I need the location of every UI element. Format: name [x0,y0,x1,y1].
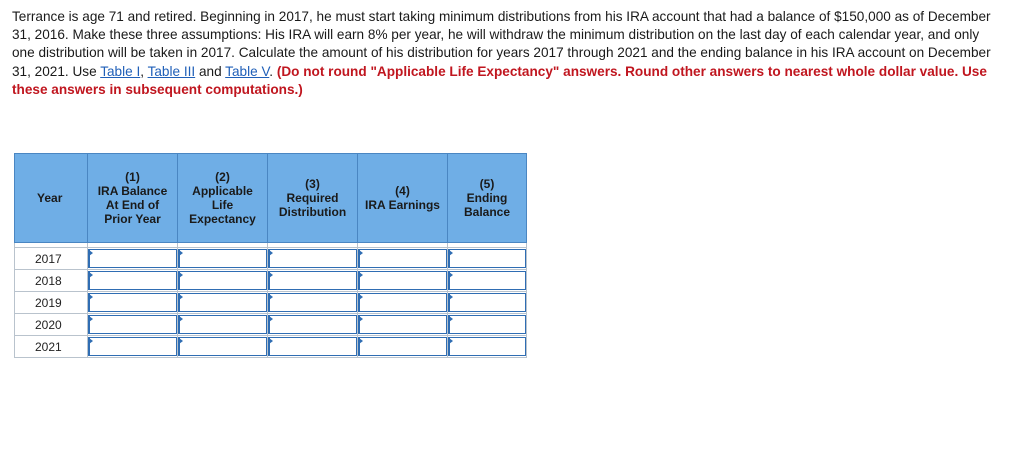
input-marker-icon [269,316,273,322]
input-marker-icon [89,272,93,278]
table-iii-link[interactable]: Table III [147,63,196,79]
table-v-link[interactable]: Table V [225,63,270,79]
answer-cell [88,292,178,314]
answer-cell [268,292,358,314]
row-year: 2017 [15,248,88,270]
input-marker-icon [449,250,453,256]
input-marker-icon [449,338,453,344]
life-expectancy-input[interactable] [178,271,267,290]
input-marker-icon [359,294,363,300]
input-marker-icon [179,338,183,344]
life-expectancy-input[interactable] [178,293,267,312]
input-marker-icon [179,272,183,278]
rounding-instructions: (Do not round "Applicable Life Expectancy" answers. Round other answers to nearest whole dollar value. Use these answers in subsequent computations.) [12,63,987,97]
question-text: Terrance is age 71 and retired. Beginning in 2017, he must start taking minimum distributions from his IRA account that had a balance of $150,000 as of December 31, 2016. Make these three assumptions: His IRA will earn 8% per year, he will withdraw the minimum distribution on the last day of each calendar year, and only one distribution will be taken in 2017. Calculate the amount of his distribution for years 2017 through 2021 and the ending balance in his IRA account on December 31, 2021. Use Table I, Table III and Table V. (Do not round "Applicable Life Expectancy" answers. Round other answers to nearest whole dollar value. Use these answers in subsequent computations.) [12,9,991,97]
ending-balance-input[interactable] [448,271,526,290]
answer-cell [448,336,527,358]
answer-cell [88,314,178,336]
input-marker-icon [449,316,453,322]
header-year: Year [15,154,88,243]
ira-earnings-input[interactable] [358,337,447,356]
ira-distribution-table [14,153,527,358]
answer-cell [88,336,178,358]
answer-cell [178,314,268,336]
required-distribution-input[interactable] [268,337,357,356]
input-marker-icon [359,250,363,256]
life-expectancy-input[interactable] [178,337,267,356]
answer-cell [88,270,178,292]
table-row [15,292,527,314]
header-required-distribution: (3) Required Distribution [268,154,358,243]
ira-earnings-input[interactable] [358,271,447,290]
table-row [15,336,527,358]
answer-cell [178,336,268,358]
required-distribution-input[interactable] [268,249,357,268]
input-marker-icon [359,338,363,344]
answer-cell [358,336,448,358]
ira-earnings-input[interactable] [358,315,447,334]
input-marker-icon [359,272,363,278]
answer-cell [268,270,358,292]
answer-cell [448,292,527,314]
table-row [15,248,527,270]
header-ending-balance: (5) Ending Balance [448,154,527,243]
answer-cell [268,248,358,270]
ira-balance-input[interactable] [88,293,177,312]
answer-cell [358,292,448,314]
answer-cell [178,292,268,314]
ira-earnings-input[interactable] [358,293,447,312]
header-ira-balance: (1) IRA Balance At End of Prior Year [88,154,178,243]
answer-cell [88,248,178,270]
row-year: 2020 [15,314,88,336]
life-expectancy-input[interactable] [178,249,267,268]
header-ira-earnings: (4) IRA Earnings [358,154,448,243]
input-marker-icon [269,338,273,344]
input-marker-icon [269,294,273,300]
input-marker-icon [449,294,453,300]
answer-cell [178,270,268,292]
question-body: Terrance is age 71 and retired. Beginning in 2017, he must start taking minimum distributions from his IRA account that had a balance of $150,000 as of December 31, 2016. Make these three assumptions: His IRA will earn 8% per year, he will withdraw the minimum distribution on the last day of each calendar year, and only one distribution will be taken in 2017. Calculate the amount of his distribution for years 2017 through 2021 and the ending balance in his IRA account on December 31, 2021. Use [12,9,991,79]
input-marker-icon [179,316,183,322]
answer-cell [358,314,448,336]
row-year: 2019 [15,292,88,314]
ira-balance-input[interactable] [88,249,177,268]
table-row [15,314,527,336]
answer-cell [178,248,268,270]
required-distribution-input[interactable] [268,293,357,312]
row-year: 2021 [15,336,88,358]
ending-balance-input[interactable] [448,315,526,334]
input-marker-icon [269,272,273,278]
ending-balance-input[interactable] [448,337,526,356]
answer-cell [358,270,448,292]
ira-balance-input[interactable] [88,271,177,290]
answer-cell [448,314,527,336]
ira-balance-input[interactable] [88,337,177,356]
table-header-row [15,154,527,243]
required-distribution-input[interactable] [268,315,357,334]
input-marker-icon [89,250,93,256]
input-marker-icon [179,250,183,256]
life-expectancy-input[interactable] [178,315,267,334]
ending-balance-input[interactable] [448,249,526,268]
table-i-link[interactable]: Table I [100,63,141,79]
answer-cell [448,248,527,270]
input-marker-icon [269,250,273,256]
row-year: 2018 [15,270,88,292]
answer-cell [268,314,358,336]
required-distribution-input[interactable] [268,271,357,290]
header-applicable-life-expectancy: (2) Applicable Life Expectancy [178,154,268,243]
answer-cell [448,270,527,292]
input-marker-icon [179,294,183,300]
input-marker-icon [449,272,453,278]
ira-balance-input[interactable] [88,315,177,334]
ending-balance-input[interactable] [448,293,526,312]
ira-earnings-input[interactable] [358,249,447,268]
input-marker-icon [89,338,93,344]
answer-cell [358,248,448,270]
input-marker-icon [89,294,93,300]
table-row [15,270,527,292]
input-marker-icon [359,316,363,322]
input-marker-icon [89,316,93,322]
answer-cell [268,336,358,358]
